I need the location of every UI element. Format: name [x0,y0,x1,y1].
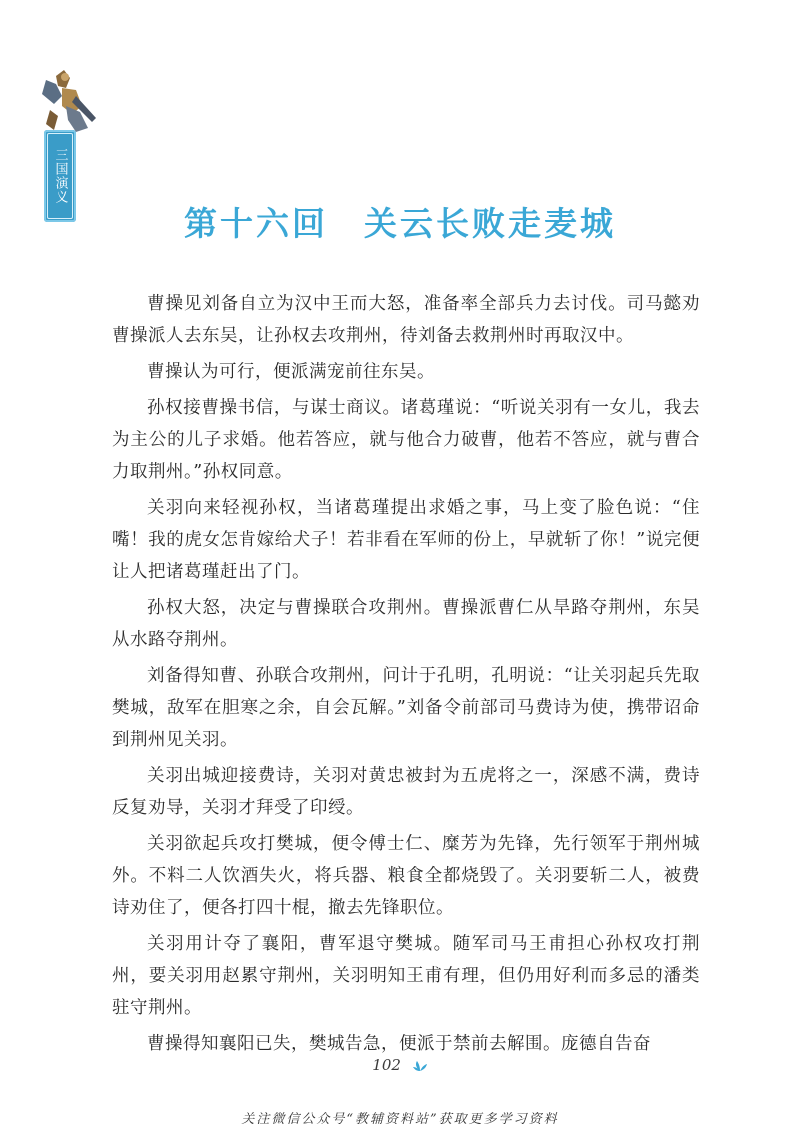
paragraph: 曹操认为可行，便派满宠前往东吴。 [147,362,435,382]
footer-note: 关注微信公众号“教辅资料站”获取更多学习资料 [241,1112,559,1127]
section-tab-label: 三国演义 [52,148,68,204]
chapter-title: 关云长败走麦城 [364,204,616,244]
paragraph: 关羽欲起兵攻打樊城，便令傅士仁、糜芳为先锋，先行领军于荆州城外。不料二人饮酒失火，将兵器、粮食全都烧毁了。关羽要斩二人，被费诗劝住了，便各打四十棍，撤去先锋职位。 [112,834,700,918]
page-number: 102 [372,1056,401,1074]
paragraph: 刘备得知曹、孙联合攻荆州，问计于孔明，孔明说：“让关羽起兵先取樊城，敌军在胆寒之余，自会瓦解。”刘备令前部司马费诗为使，携带诏命到荆州见关羽。 [112,666,700,750]
paragraph: 关羽向来轻视孙权，当诸葛瑾提出求婚之事，马上变了脸色说：“住嘴！我的虎女怎肯嫁给犬子！若非看在军师的份上，早就斩了你！”说完便让人把诸葛瑾赶出了门。 [112,498,700,582]
page-number-row [0,1056,800,1074]
paragraph: 曹操见刘备自立为汉中王而大怒，准备率全部兵力去讨伐。司马懿劝曹操派人去东吴，让孙权去攻荆州，待刘备去救荆州时再取汉中。 [112,294,700,346]
chapter-heading [0,198,800,245]
chapter-number: 第十六回 [184,204,328,244]
paragraph: 曹操得知襄阳已失，樊城告急，便派于禁前去解围。庞德自告奋 [147,1034,651,1054]
paragraph: 孙权大怒，决定与曹操联合攻荆州。曹操派曹仁从旱路夺荆州，东吴从水路夺荆州。 [112,598,700,650]
leaf-ornament-icon [412,1060,428,1072]
warrior-figure-icon [36,66,102,138]
paragraph: 孙权接曹操书信，与谋士商议。诸葛瑾说：“听说关羽有一女儿，我去为主公的儿子求婚。他若答应，就与他合力破曹，他若不答应，就与曹合力取荆州。”孙权同意。 [112,398,700,482]
paragraph: 关羽用计夺了襄阳，曹军退守樊城。随军司马王甫担心孙权攻打荆州，要关羽用赵累守荆州，关羽明知王甫有理，但仍用好利而多忌的潘类驻守荆州。 [112,934,700,1018]
paragraph: 关羽出城迎接费诗，关羽对黄忠被封为五虎将之一，深感不满，费诗反复劝导，关羽才拜受了印绶。 [112,766,700,818]
chapter-body [112,288,700,1064]
